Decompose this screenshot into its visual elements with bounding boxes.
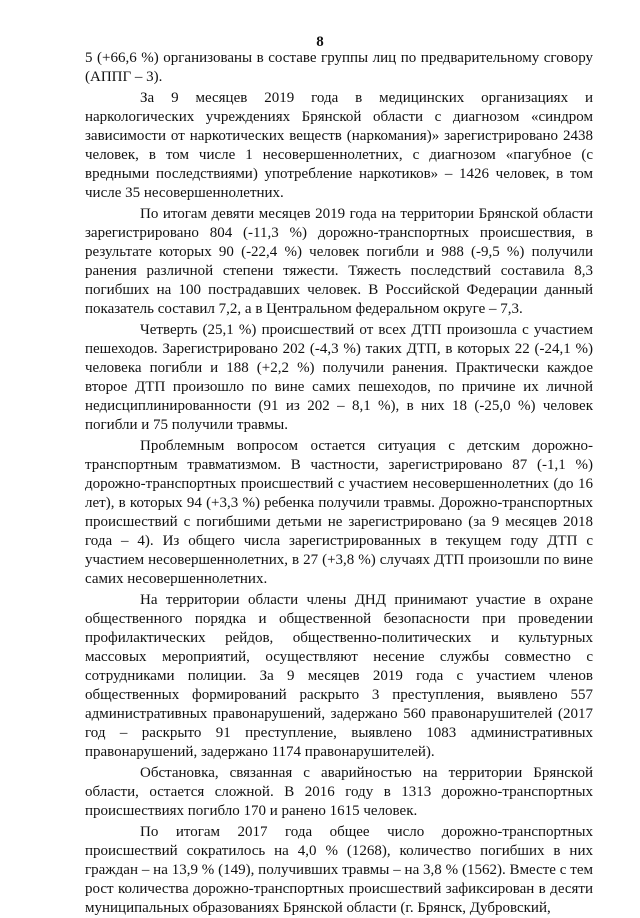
paragraph-child-injuries: Проблемным вопросом остается ситуация с детским дорожно-транспортным травматизмом. В частности, зарегистрировано 87 (-1,1 %) дорожно-транспортных происшествий с участием несовершеннолетних (до 16 лет), в которых 94 (+3,3 %) ребенка получили травмы. Дорожно-транспортных происшествий с погибшими детьми не зарегистрировано (за 9 месяцев 2018 года – 4). Из общего числа зарегистрированных в текущем году ДТП с участием несовершеннолетних, в 27 (+3,8 %) случаях ДТП произошли по вине самих несовершеннолетних.: [85, 438, 593, 587]
page-number: 8: [316, 34, 324, 50]
document-body: [85, 49, 593, 918]
paragraph-pedestrians: Четверть (25,1 %) происшествий от всех ДТП произошла с участием пешеходов. Зарегистрировано 202 (-4,3 %) таких ДТП, в которых 22 (-24,1 %) человека погибли и 188 (+2,2 %) получили ранения. Практически каждое второе ДТП произошло по вине самих пешеходов, по причине их личной недисциплинированности (91 из 202 – 8,1 %), в них 18 (-25,0 %) человек погибли и 75 получили травмы.: [85, 322, 593, 433]
paragraph-continuation: 5 (+66,6 %) организованы в составе группы лиц по предварительному сговору (АППГ – 3).: [85, 50, 593, 85]
paragraph-accident-situation: Обстановка, связанная с аварийностью на территории Брянской области, остается сложной. В 2016 году в 1313 дорожно-транспортных происшествиях погибло 170 и ранено 1615 человек.: [85, 765, 593, 819]
paragraph-2017-results: По итогам 2017 года общее число дорожно-транспортных происшествий сократилось на 4,0 % (1268), количество погибших в них граждан – на 13,9 % (149), получивших травмы – на 3,8 % (1562). Вместе с тем рост количества дорожно-транспортных происшествий зафиксирован в десяти муниципальных образованиях Брянской области (г. Брянск, Дубровский,: [85, 824, 593, 916]
paragraph-road-accidents: По итогам девяти месяцев 2019 года на территории Брянской области зарегистрировано 804 (-11,3 %) дорожно-транспортных происшествия, в результате которых 90 (-22,4 %) человек погибли и 988 (-9,5 %) получили ранения различной степени тяжести. Тяжесть последствий составила 8,3 погибших на 100 пострадавших человек. В Российской Федерации данный показатель составил 7,2, а в Центральном федеральном округе – 7,3.: [85, 206, 593, 317]
paragraph-narcotics: За 9 месяцев 2019 года в медицинских организациях и наркологических учреждениях Брянской области с диагнозом «синдром зависимости от наркотических веществ (наркомания)» зарегистрировано 2438 человек, в том числе 1 несовершеннолетних, с диагнозом «пагубное (с вредными последствиями) употребление наркотиков» – 1426 человек, в том числе 35 несовершеннолетних.: [85, 90, 593, 201]
paragraph-volunteer-squads: На территории области члены ДНД принимают участие в охране общественного порядка и общественной безопасности при проведении профилактических рейдов, общественно-политических и культурных массовых мероприятий, осуществляют несение службы совместно с сотрудниками полиции. За 9 месяцев 2019 года с участием членов общественных формирований раскрыто 3 преступления, выявлено 557 административных правонарушений, задержано 560 правонарушителей (2017 год – раскрыто 91 преступление, выявлено 1083 административных правонарушений, задержано 1174 правонарушителей).: [85, 592, 593, 760]
